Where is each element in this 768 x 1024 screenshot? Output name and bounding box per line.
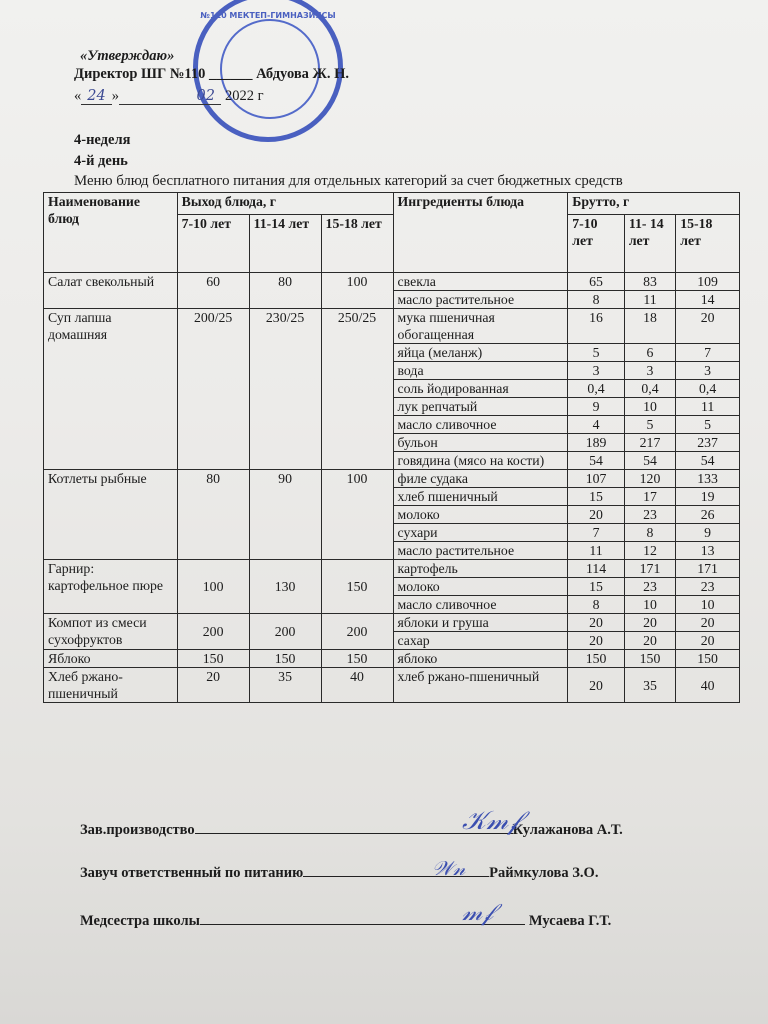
ingredient-gross-value: 54 <box>624 452 675 470</box>
ingredient-gross-value: 114 <box>568 560 625 578</box>
dish-yield-value: 200/25 <box>177 309 249 470</box>
handwritten-signature-icon: 𝓂𝒻 <box>462 898 494 926</box>
ingredient-gross-value: 133 <box>676 470 740 488</box>
dish-yield-value: 200 <box>177 614 249 650</box>
ingredient-gross-value: 10 <box>624 596 675 614</box>
date-month: 02 <box>119 88 221 105</box>
ingredient-name: соль йодированная <box>393 380 568 398</box>
ingredient-gross-value: 20 <box>624 632 675 650</box>
dish-yield-value: 100 <box>321 470 393 560</box>
dish-yield-value: 40 <box>321 668 393 703</box>
ingredient-name: картофель <box>393 560 568 578</box>
ingredient-gross-value: 20 <box>676 309 740 344</box>
signature-school-nurse <box>80 913 611 930</box>
week-label: 4-неделя <box>74 132 131 148</box>
ingredient-gross-value: 54 <box>676 452 740 470</box>
signature-role: Медсестра школы <box>80 913 200 929</box>
header-gross-age-15-18: 15-18 лет <box>676 215 740 273</box>
dish-yield-value: 230/25 <box>249 309 321 470</box>
ingredient-gross-value: 20 <box>568 668 625 703</box>
dish-name: Компот из смеси сухофруктов <box>44 614 178 650</box>
ingredient-gross-value: 54 <box>568 452 625 470</box>
ingredient-gross-value: 40 <box>676 668 740 703</box>
dish-yield-value: 35 <box>249 668 321 703</box>
dish-name: Суп лапша домашняя <box>44 309 178 470</box>
signature-name: Кулажанова А.Т. <box>512 822 623 838</box>
ingredient-gross-value: 150 <box>676 650 740 668</box>
handwritten-signature-icon: 𝒲𝓃 <box>432 856 466 880</box>
dish-name: Салат свекольный <box>44 273 178 309</box>
handwritten-signature-icon: 𝒦𝓂𝒻 <box>462 806 520 836</box>
ingredient-gross-value: 120 <box>624 470 675 488</box>
table-row <box>44 614 740 632</box>
ingredient-name: мука пшеничная обогащенная <box>393 309 568 344</box>
ingredient-name: молоко <box>393 506 568 524</box>
ingredient-gross-value: 20 <box>624 614 675 632</box>
header-yield-age-11-14: 11-14 лет <box>249 215 321 273</box>
ingredient-name: бульон <box>393 434 568 452</box>
ingredient-gross-value: 0,4 <box>676 380 740 398</box>
dish-yield-value: 250/25 <box>321 309 393 470</box>
ingredient-gross-value: 9 <box>676 524 740 542</box>
menu-table-body <box>44 273 740 703</box>
approval-date <box>74 88 264 105</box>
header-yield-age-15-18: 15-18 лет <box>321 215 393 273</box>
signature-name: Раймкулова З.О. <box>489 865 599 881</box>
date-close-quote: » <box>111 88 119 104</box>
dish-yield-value: 150 <box>249 650 321 668</box>
ingredient-name: яблоки и груша <box>393 614 568 632</box>
ingredient-name: сахар <box>393 632 568 650</box>
ingredient-gross-value: 18 <box>624 309 675 344</box>
signature-head-teacher <box>80 865 598 882</box>
ingredient-name: лук репчатый <box>393 398 568 416</box>
ingredient-gross-value: 8 <box>568 291 625 309</box>
dish-yield-value: 150 <box>321 650 393 668</box>
dish-name: Котлеты рыбные <box>44 470 178 560</box>
header-yield: Выход блюда, г <box>177 193 393 215</box>
ingredient-gross-value: 23 <box>624 506 675 524</box>
ingredient-gross-value: 17 <box>624 488 675 506</box>
ingredient-gross-value: 20 <box>568 506 625 524</box>
ingredient-gross-value: 189 <box>568 434 625 452</box>
menu-table <box>43 192 740 703</box>
ingredient-gross-value: 65 <box>568 273 625 291</box>
header-yield-age-7-10: 7-10 лет <box>177 215 249 273</box>
ingredient-gross-value: 150 <box>624 650 675 668</box>
ingredient-gross-value: 7 <box>676 344 740 362</box>
dish-yield-value: 20 <box>177 668 249 703</box>
ingredient-gross-value: 20 <box>676 632 740 650</box>
ingredient-gross-value: 3 <box>624 362 675 380</box>
table-row <box>44 668 740 703</box>
ingredient-gross-value: 171 <box>624 560 675 578</box>
ingredient-name: сухари <box>393 524 568 542</box>
table-row <box>44 273 740 291</box>
ingredient-gross-value: 35 <box>624 668 675 703</box>
ingredient-gross-value: 7 <box>568 524 625 542</box>
dish-yield-value: 80 <box>249 273 321 309</box>
director-line: Директор ШГ №110 ______ Абдуова Ж. Н. <box>74 66 350 82</box>
date-year: 2022 г <box>224 88 264 104</box>
ingredient-name: вода <box>393 362 568 380</box>
dish-yield-value: 150 <box>321 560 393 614</box>
ingredient-gross-value: 171 <box>676 560 740 578</box>
header-gross-age-7-10: 7-10 лет <box>568 215 625 273</box>
ingredient-gross-value: 5 <box>676 416 740 434</box>
dish-name: Гарнир: картофельное пюре <box>44 560 178 614</box>
ingredient-gross-value: 109 <box>676 273 740 291</box>
ingredient-gross-value: 12 <box>624 542 675 560</box>
stamp-text: №110 МЕКТЕП-ГИМНАЗИЯСЫ <box>200 11 336 20</box>
signature-production-manager <box>80 822 623 839</box>
ingredient-gross-value: 10 <box>676 596 740 614</box>
ingredient-gross-value: 8 <box>568 596 625 614</box>
ingredient-gross-value: 150 <box>568 650 625 668</box>
ingredient-gross-value: 5 <box>624 416 675 434</box>
ingredient-gross-value: 0,4 <box>624 380 675 398</box>
ingredient-name: молоко <box>393 578 568 596</box>
ingredient-gross-value: 19 <box>676 488 740 506</box>
header-gross-age-11-14: 11- 14 лет <box>624 215 675 273</box>
header-ingredients: Ингредиенты блюда <box>393 193 568 273</box>
ingredient-gross-value: 237 <box>676 434 740 452</box>
ingredient-gross-value: 23 <box>624 578 675 596</box>
dish-yield-value: 90 <box>249 470 321 560</box>
dish-yield-value: 130 <box>249 560 321 614</box>
ingredient-name: масло сливочное <box>393 596 568 614</box>
ingredient-name: свекла <box>393 273 568 291</box>
dish-yield-value: 100 <box>177 560 249 614</box>
dish-yield-value: 60 <box>177 273 249 309</box>
date-day: 24 <box>81 88 111 105</box>
ingredient-gross-value: 4 <box>568 416 625 434</box>
ingredient-gross-value: 14 <box>676 291 740 309</box>
ingredient-name: филе судака <box>393 470 568 488</box>
date-open-quote: « <box>74 88 82 104</box>
ingredient-name: масло растительное <box>393 542 568 560</box>
signature-role: Завуч ответственный по питанию <box>80 865 304 881</box>
ingredient-gross-value: 10 <box>624 398 675 416</box>
ingredient-gross-value: 6 <box>624 344 675 362</box>
ingredient-gross-value: 16 <box>568 309 625 344</box>
ingredient-name: хлеб ржано-пшеничный <box>393 668 568 703</box>
ingredient-gross-value: 20 <box>568 632 625 650</box>
ingredient-name: яблоко <box>393 650 568 668</box>
approve-label: «Утверждаю» <box>80 48 175 64</box>
table-row <box>44 650 740 668</box>
dish-name: Хлеб ржано-пшеничный <box>44 668 178 703</box>
ingredient-gross-value: 26 <box>676 506 740 524</box>
ingredient-gross-value: 3 <box>568 362 625 380</box>
day-label: 4-й день <box>74 153 128 169</box>
ingredient-gross-value: 107 <box>568 470 625 488</box>
table-row <box>44 309 740 344</box>
signature-name: Мусаева Г.Т. <box>528 913 612 929</box>
dish-name: Яблоко <box>44 650 178 668</box>
signature-role: Зав.производство <box>80 822 195 838</box>
dish-yield-value: 80 <box>177 470 249 560</box>
ingredient-name: масло растительное <box>393 291 568 309</box>
ingredient-gross-value: 5 <box>568 344 625 362</box>
header-dish-name: Наименование блюд <box>44 193 178 273</box>
ingredient-gross-value: 3 <box>676 362 740 380</box>
ingredient-name: масло сливочное <box>393 416 568 434</box>
menu-title: Меню блюд бесплатного питания для отдельных категорий за счет бюджетных средств <box>74 173 623 189</box>
dish-yield-value: 200 <box>249 614 321 650</box>
dish-yield-value: 150 <box>177 650 249 668</box>
ingredient-gross-value: 11 <box>624 291 675 309</box>
ingredient-gross-value: 20 <box>568 614 625 632</box>
ingredient-gross-value: 13 <box>676 542 740 560</box>
ingredient-gross-value: 11 <box>568 542 625 560</box>
ingredient-gross-value: 83 <box>624 273 675 291</box>
table-row <box>44 560 740 578</box>
ingredient-gross-value: 15 <box>568 578 625 596</box>
ingredient-gross-value: 20 <box>676 614 740 632</box>
ingredient-gross-value: 23 <box>676 578 740 596</box>
ingredient-gross-value: 11 <box>676 398 740 416</box>
ingredient-gross-value: 8 <box>624 524 675 542</box>
ingredient-name: хлеб пшеничный <box>393 488 568 506</box>
ingredient-gross-value: 217 <box>624 434 675 452</box>
ingredient-name: говядина (мясо на кости) <box>393 452 568 470</box>
header-gross: Брутто, г <box>568 193 740 215</box>
table-row <box>44 470 740 488</box>
dish-yield-value: 100 <box>321 273 393 309</box>
ingredient-gross-value: 9 <box>568 398 625 416</box>
dish-yield-value: 200 <box>321 614 393 650</box>
ingredient-gross-value: 0,4 <box>568 380 625 398</box>
ingredient-name: яйца (меланж) <box>393 344 568 362</box>
ingredient-gross-value: 15 <box>568 488 625 506</box>
